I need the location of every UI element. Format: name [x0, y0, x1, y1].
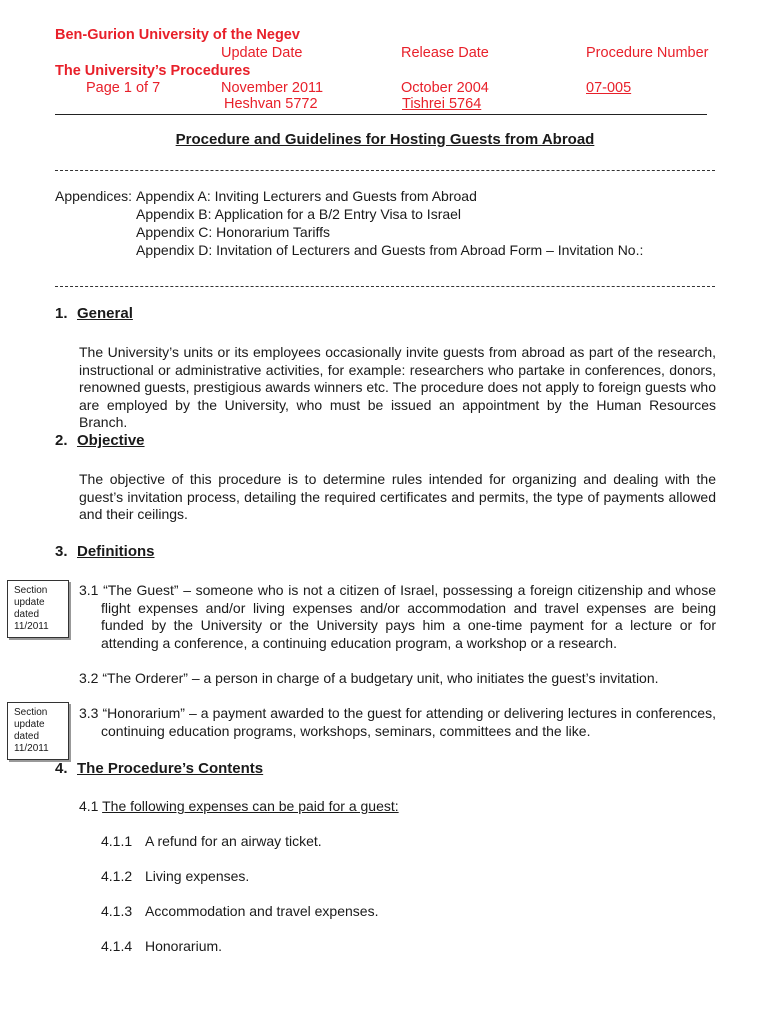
section-definitions-heading — [55, 543, 155, 560]
contents-intro-number: 4.1 — [79, 798, 99, 814]
section-number: 3. — [55, 543, 68, 560]
update-date-value: November 2011 — [221, 80, 324, 96]
procedures-heading: The University’s Procedures — [55, 63, 251, 79]
divider-top — [55, 170, 715, 171]
definition-orderer-text: 3.2 “The Orderer” – a person in charge of a budgetary unit, who initiates the guest’s invitation. — [79, 670, 659, 686]
appendix-d: Appendix D: Invitation of Lecturers and Guests from Abroad Form – Invitation No.: — [136, 242, 644, 258]
release-date-value: October 2004 — [401, 80, 489, 96]
definition-guest-text: 3.1 “The Guest” – someone who is not a citizen of Israel, possessing a foreign citizenship and whose flight expenses and/or living expenses and/or accommodation and travel expenses are being funded by the University or the University pays him a one-time payment for a lecture or for attending a conference, a continuing education program, a workshop or a research. — [79, 582, 716, 651]
appendix-c: Appendix C: Honorarium Tariffs — [136, 224, 331, 240]
update-note-1: Section update dated 11/2011 — [7, 580, 69, 638]
definition-orderer — [79, 670, 716, 688]
section-general-text: The University’s units or its employees occasionally invite guests from abroad as part of the research, instructional or administrative activities, for example: researchers who partake in conferences, donors, renowned guests, prestigious awards winners etc. The procedure does not apply to foreign guests who are employed by the University, who must be issued an appointment by the Human Resources Branch. — [79, 344, 716, 430]
page-number: Page 1 of 7 — [86, 80, 161, 96]
expense-item — [101, 903, 378, 921]
section-number: 4. — [55, 760, 68, 777]
expense-item — [101, 833, 322, 851]
section-number: 2. — [55, 432, 68, 449]
update-date-label: Update Date — [221, 45, 303, 61]
expense-item-number: 4.1.3 — [101, 903, 133, 919]
update-note-2: Section update dated 11/2011 — [7, 702, 69, 760]
section-title: General — [77, 305, 133, 322]
document-title: Procedure and Guidelines for Hosting Guests from Abroad — [175, 131, 595, 148]
divider-bottom — [55, 286, 715, 287]
expense-item — [101, 868, 249, 886]
definition-guest — [79, 582, 716, 652]
expense-item-text: A refund for an airway ticket. — [145, 833, 322, 849]
expense-item-text: Living expenses. — [145, 868, 250, 884]
definition-honorarium — [79, 705, 716, 740]
expense-item-text: Accommodation and travel expenses. — [145, 903, 379, 919]
section-title: The Procedure’s Contents — [77, 760, 264, 777]
university-name: Ben-Gurion University of the Negev — [55, 27, 300, 43]
appendix-b: Appendix B: Application for a B/2 Entry Visa to Israel — [136, 206, 462, 222]
section-objective-heading — [55, 432, 145, 449]
contents-intro-text: The following expenses can be paid for a guest: — [102, 798, 399, 814]
release-date-label: Release Date — [401, 45, 489, 61]
procedure-number-value: 07-005 — [586, 80, 632, 96]
header-rule — [55, 114, 707, 115]
contents-intro — [79, 798, 399, 816]
expense-item-text: Honorarium. — [145, 938, 223, 954]
section-title: Objective — [77, 432, 145, 449]
appendices-label: Appendices: — [55, 188, 133, 204]
section-objective-text: The objective of this procedure is to determine rules intended for organizing and dealing with the guest’s invitation process, detailing the required certificates and permits, the type of payments allowed and their ceilings. — [79, 471, 716, 522]
section-title: Definitions — [77, 543, 155, 560]
section-general-heading — [55, 305, 133, 322]
expense-item-number: 4.1.2 — [101, 868, 133, 884]
appendix-a: Appendix A: Inviting Lecturers and Guests from Abroad — [136, 188, 477, 204]
expense-item — [101, 938, 222, 956]
update-date-hebrew: Heshvan 5772 — [224, 96, 318, 112]
release-date-hebrew: Tishrei 5764 — [402, 96, 482, 112]
definition-honorarium-text: 3.3 “Honorarium” – a payment awarded to the guest for attending or delivering lectures in conferences, continuing education programs, workshops, seminars, committees and the like. — [79, 705, 716, 739]
expense-item-number: 4.1.4 — [101, 938, 133, 954]
expense-item-number: 4.1.1 — [101, 833, 133, 849]
section-contents-heading — [55, 760, 263, 777]
section-number: 1. — [55, 305, 68, 322]
procedure-number-label: Procedure Number — [586, 45, 709, 61]
